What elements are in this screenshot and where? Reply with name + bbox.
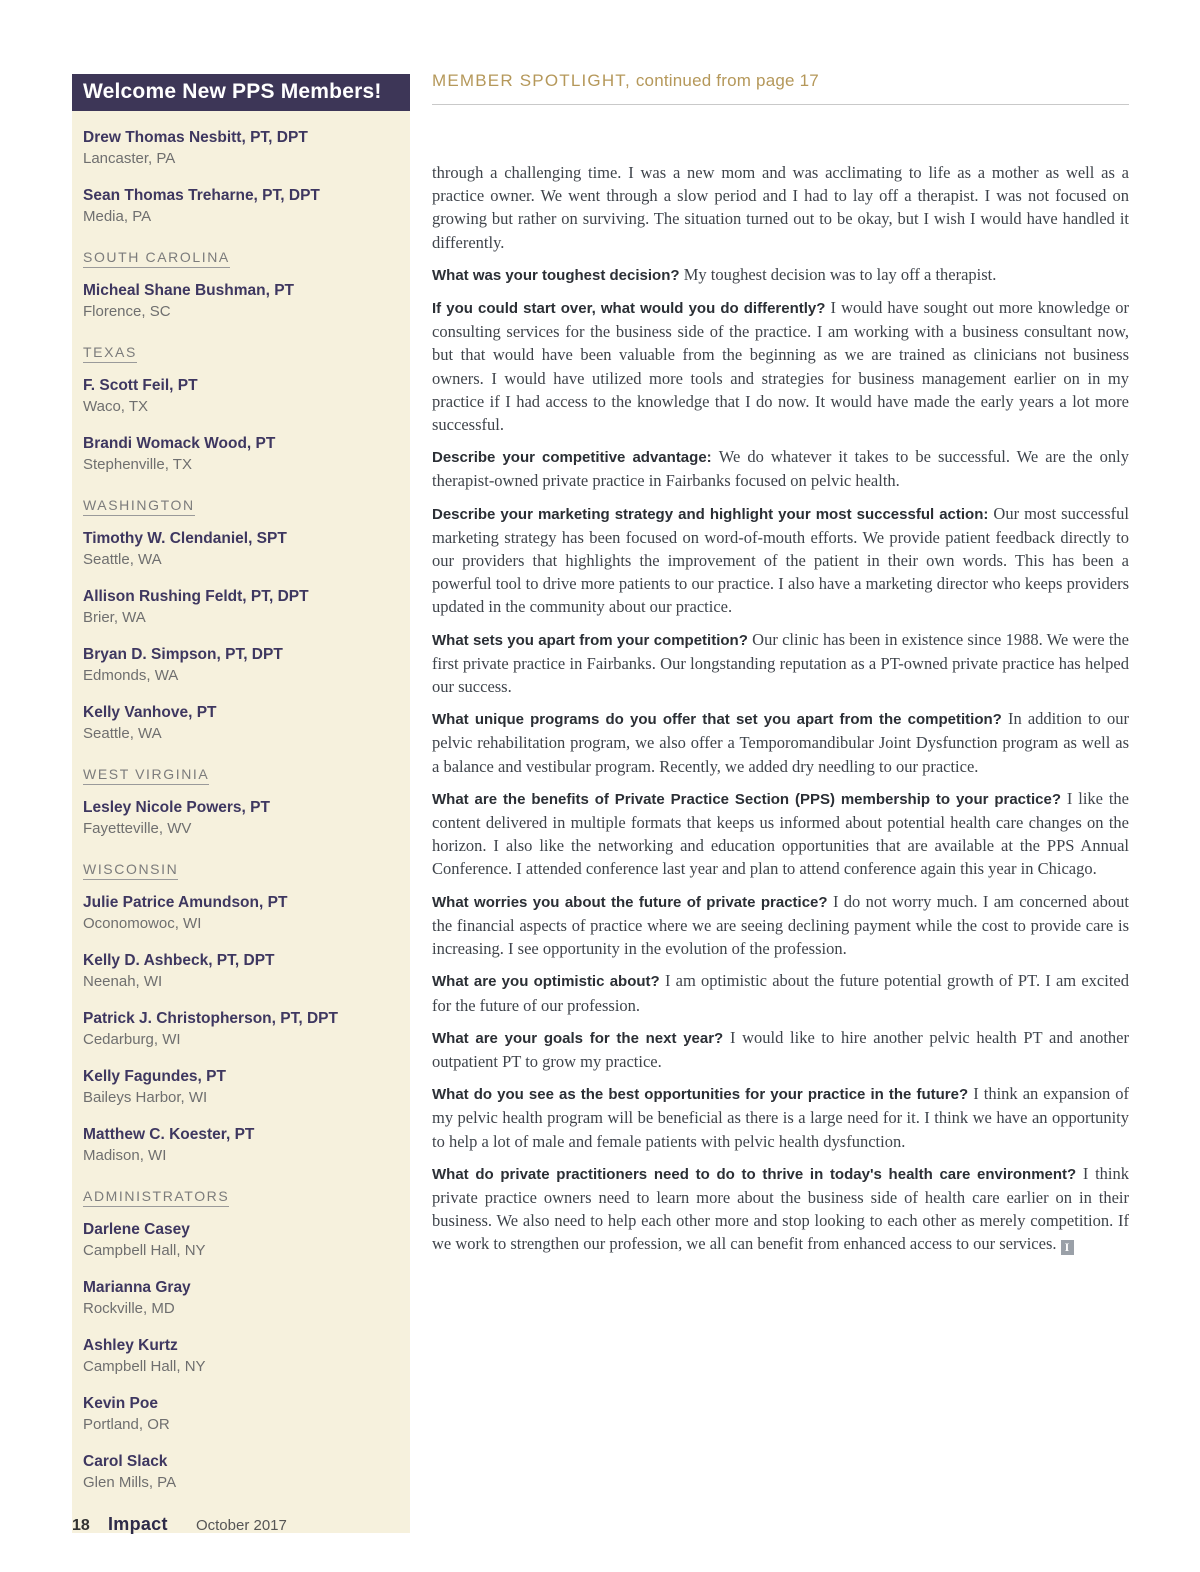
member-entry <box>83 1451 396 1493</box>
article-paragraph: through a challenging time. I was a new mom and was acclimating to life as a mother as well as a practice owner. We went through a slow period and I had to lay off a therapist. I was not focused on growing but rather on surviving. The situation turned out to be okay, but I wish I would have handled it differently. <box>432 163 1129 252</box>
state-heading: SOUTH CAROLINA <box>83 249 396 265</box>
member-location: Neenah, WI <box>83 973 163 990</box>
member-location: Waco, TX <box>83 398 149 415</box>
member-entry <box>83 280 396 322</box>
member-name: Bryan D. Simpson, PT, DPT <box>83 646 283 663</box>
state-heading: TEXAS <box>83 344 396 360</box>
member-entry <box>83 950 396 992</box>
member-name: Kelly Vanhove, PT <box>83 704 217 721</box>
article-paragraph: What sets you apart from your competition? Our clinic has been in existence since 1988. We were the first private practice in Fairbanks. Our longstanding reputation as a PT-owned private practice has helped our success. <box>432 629 1129 697</box>
article-column <box>432 70 1129 1265</box>
article-paragraph: What was your toughest decision? My toughest decision was to lay off a therapist. <box>432 264 997 284</box>
member-location: Fayetteville, WV <box>83 820 192 837</box>
member-entry <box>83 702 396 744</box>
member-location: Madison, WI <box>83 1147 167 1164</box>
issue-date: October 2017 <box>195 1517 287 1534</box>
member-location: Edmonds, WA <box>83 667 179 684</box>
question-lead: What are the benefits of Private Practice Section (PPS) membership to your practice? <box>432 790 1067 808</box>
state-heading: WASHINGTON <box>83 497 396 513</box>
state-heading: WEST VIRGINIA <box>83 766 396 782</box>
page-footer <box>72 1514 287 1535</box>
member-name: Kelly D. Ashbeck, PT, DPT <box>83 952 275 969</box>
member-name: Kelly Fagundes, PT <box>83 1068 226 1085</box>
member-name: Lesley Nicole Powers, PT <box>83 799 270 816</box>
member-location: Seattle, WA <box>83 725 162 742</box>
question-lead: What was your toughest decision? <box>432 266 684 284</box>
article-paragraph: If you could start over, what would you do differently? I would have sought out more knowledge or consulting services for the business side of the practice. I am working with a business consultant now, but that would have been valuable from the beginning as we are trained as clinicians not business owners. I would have utilized more tools and strategies for business management earlier on in my practice if I had access to the knowledge that I do now. It would have made the early years a lot more successful. <box>432 298 1129 435</box>
question-lead: What are your goals for the next year? <box>432 1029 730 1047</box>
state-heading: ADMINISTRATORS <box>83 1188 396 1204</box>
member-location: Brier, WA <box>83 609 146 626</box>
article-paragraph: Describe your marketing strategy and highlight your most successful action: Our most successful marketing strategy has been focused on word-of-mouth efforts. We provide patient feedback directly to our providers that highlights the improvement of the patient in their own words. This has been a powerful tool to drive more patients to our practice. I also have a marketing director who keeps providers updated in the community about our practice. <box>432 503 1129 617</box>
member-name: Darlene Casey <box>83 1221 190 1238</box>
member-name: Brandi Womack Wood, PT <box>83 435 276 452</box>
member-entry <box>83 1066 396 1108</box>
member-name: Micheal Shane Bushman, PT <box>83 282 295 299</box>
member-entry <box>83 185 396 227</box>
member-name: Julie Patrice Amundson, PT <box>83 894 288 911</box>
member-entry <box>83 433 396 475</box>
member-entry <box>83 127 396 169</box>
magazine-logo: Impact <box>107 1514 168 1534</box>
member-name: Carol Slack <box>83 1453 168 1470</box>
question-lead: Describe your competitive advantage: <box>432 449 719 467</box>
member-entry <box>83 1124 396 1166</box>
page-number: 18 <box>72 1517 90 1534</box>
question-lead: What do private practitioners need to do to thrive in today's health care environment? <box>432 1165 1083 1183</box>
question-lead: What unique programs do you offer that set you apart from the competition? <box>432 711 1008 729</box>
member-location: Lancaster, PA <box>83 150 176 167</box>
question-lead: If you could start over, what would you do differently? <box>432 300 831 318</box>
member-location: Campbell Hall, NY <box>83 1242 206 1259</box>
member-entry <box>83 892 396 934</box>
member-entry <box>83 1393 396 1435</box>
member-entry <box>83 1277 396 1319</box>
member-name: Timothy W. Clendaniel, SPT <box>83 530 287 547</box>
member-name: Kevin Poe <box>83 1395 158 1412</box>
member-entry <box>83 375 396 417</box>
article-header-subtitle: continued from page 17 <box>630 71 819 90</box>
question-lead: What sets you apart from your competition? <box>432 631 753 649</box>
member-name: Sean Thomas Treharne, PT, DPT <box>83 187 320 204</box>
member-location: Media, PA <box>83 208 152 225</box>
member-entry <box>83 1008 396 1050</box>
article-paragraph: What are you optimistic about? I am optimistic about the future potential growth of PT. I am excited for the future of our profession. <box>432 971 1129 1015</box>
member-location: Glen Mills, PA <box>83 1474 177 1491</box>
article-end-mark-icon: I <box>1061 1240 1074 1255</box>
member-entry <box>83 528 396 570</box>
member-location: Florence, SC <box>83 303 171 320</box>
member-entry <box>83 797 396 839</box>
member-entry <box>83 586 396 628</box>
member-location: Campbell Hall, NY <box>83 1358 206 1375</box>
member-location: Baileys Harbor, WI <box>83 1089 208 1106</box>
article-header-title: MEMBER SPOTLIGHT, <box>432 71 631 90</box>
member-name: Patrick J. Christopherson, PT, DPT <box>83 1010 338 1027</box>
article-paragraph: Describe your competitive advantage: We do whatever it takes to be successful. We are the only therapist-owned private practice in Fairbanks focused on pelvic health. <box>432 447 1129 491</box>
article-paragraph: What do private practitioners need to do to thrive in today's health care environment? I think private practice owners need to learn more about the business side of health care earlier on in their business. We also need to help each other more and stop looking to each other as merely competition. If we work to strengthen our profession, we all can benefit from enhanced access to our services. I <box>432 1163 1129 1255</box>
question-lead: What are you optimistic about? <box>432 973 665 991</box>
member-location: Stephenville, TX <box>83 456 192 473</box>
state-heading: WISCONSIN <box>83 861 396 877</box>
member-entry <box>83 1335 396 1377</box>
question-lead: What do you see as the best opportunities for your practice in the future? <box>432 1086 974 1104</box>
member-location: Seattle, WA <box>83 551 162 568</box>
article-paragraph: What worries you about the future of private practice? I do not worry much. I am concerned about the financial aspects of practice where we are seeing declining payment while the cost to provide care is increasing. I see opportunity in the evolution of the profession. <box>432 891 1129 959</box>
new-members-sidebar <box>72 74 410 1533</box>
article-paragraph: What do you see as the best opportunities for your practice in the future? I think an expansion of my pelvic health program will be beneficial as there is a large need for it. I think we have an opportunity to help a lot of male and female patients with pelvic health dysfunction. <box>432 1084 1129 1151</box>
question-lead: What worries you about the future of private practice? <box>432 893 833 911</box>
member-name: Ashley Kurtz <box>83 1337 178 1354</box>
member-name: Marianna Gray <box>83 1279 191 1296</box>
member-name: Allison Rushing Feldt, PT, DPT <box>83 588 309 605</box>
sidebar-title: Welcome New PPS Members! <box>72 74 410 111</box>
member-location: Rockville, MD <box>83 1300 175 1317</box>
member-location: Portland, OR <box>83 1416 170 1433</box>
member-name: F. Scott Feil, PT <box>83 377 198 394</box>
article-body <box>432 161 1129 1256</box>
member-name: Matthew C. Koester, PT <box>83 1126 255 1143</box>
member-entry <box>83 1219 396 1261</box>
member-location: Oconomowoc, WI <box>83 915 202 932</box>
member-entry <box>83 644 396 686</box>
member-groups <box>72 111 410 1515</box>
article-paragraph: What are your goals for the next year? I would like to hire another pelvic health PT and another outpatient PT to grow my practice. <box>432 1027 1129 1071</box>
member-name: Drew Thomas Nesbitt, PT, DPT <box>83 129 308 146</box>
article-header <box>432 70 1129 92</box>
article-paragraph: What unique programs do you offer that set you apart from the competition? In addition to our pelvic rehabilitation program, we also offer a Temporomandibular Joint Dysfunction program as well as a balance and vestibular program. Recently, we added dry needling to our practice. <box>432 709 1129 776</box>
header-rule <box>432 104 1129 105</box>
question-lead: Describe your marketing strategy and highlight your most successful action: <box>432 505 994 523</box>
article-paragraph: What are the benefits of Private Practice Section (PPS) membership to your practice? I like the content delivered in multiple formats that keeps us informed about potential health care changes on the horizon. I also like the networking and education opportunities that are available at the PPS Annual Conference. I attended conference last year and plan to attend conference again this year in Chicago. <box>432 788 1129 879</box>
member-location: Cedarburg, WI <box>83 1031 181 1048</box>
